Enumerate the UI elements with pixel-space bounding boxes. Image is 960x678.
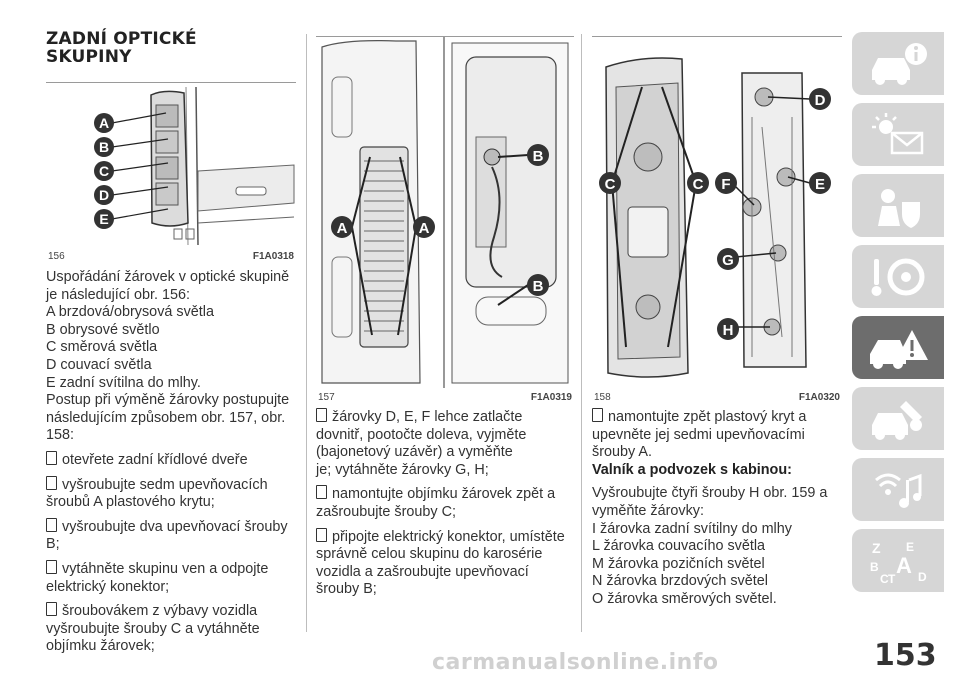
svg-text:Z: Z [872,540,881,556]
rear-door-illustration [316,37,574,388]
step-6-line-2: dovnitř, pootočte doleva, vyjměte [316,426,527,443]
callout-c-right [687,172,709,194]
figure-156 [46,83,296,262]
tab-safety[interactable] [852,174,944,237]
emergency-icon [866,324,930,372]
svg-text:D: D [814,92,826,109]
intro-line-1: Uspořádání žárovek v optické skupině [46,269,290,285]
svg-text:C: C [880,572,889,585]
callout-b [94,137,114,157]
figure-number: 157 [318,392,335,403]
step-6: žárovky D, E, F lehce zatlačte [316,408,574,427]
svg-text:T: T [888,572,896,585]
step-3: vyšroubujte dva upevňovací šrouby [46,518,296,537]
callout-e [809,172,831,194]
step-8-line-3: vozidla a zašroubujte upevňovací [316,563,529,580]
figure-number: 158 [594,392,611,403]
car-info-icon [866,40,930,88]
svg-text:D: D [918,570,927,584]
step-1: otevřete zadní křídlové dveře [46,451,296,470]
index-icon [866,537,930,585]
callout-d [809,88,831,110]
legend-d: D couvací světla [46,356,152,373]
procedure-line-2: následujícím způsobem obr. 157, obr. [46,409,286,426]
column-2-text [316,408,574,599]
svg-text:A: A [418,220,430,237]
figure-code: F1A0319 [530,392,572,403]
step-6-line-4: je; vytáhněte žárovky G, H; [316,461,489,478]
step-4: vytáhněte skupinu ven a odpojte [46,560,296,579]
legend-l: L žárovka couvacího světla [592,538,766,555]
svg-text:D: D [98,187,110,203]
figure-157 [316,37,574,403]
tail-light-illustration [46,83,296,247]
svg-text:B: B [532,278,544,295]
step-5-line-2: vyšroubujte šrouby C a vytáhněte [46,620,260,637]
step-9-line-3: šrouby A. [592,444,652,461]
svg-text:C: C [604,176,616,193]
step-7: namontujte objímku žárovek zpět a [316,485,574,504]
chapter-tabs [852,32,944,600]
step-4-line-2: elektrický konektor; [46,578,170,595]
tab-maintenance[interactable] [852,387,944,450]
legend-n: N žárovka brzdových světel [592,573,768,590]
callout-c-left [599,172,621,194]
step-8-line-4: šrouby B; [316,581,377,598]
svg-text:H: H [722,322,734,339]
callout-g [717,248,739,270]
safety-icon [866,182,930,230]
title-line-1: ZADNÍ OPTICKÉ [46,29,197,49]
legend-b: B obrysové světlo [46,321,160,338]
step-7-line-2: zašroubujte šrouby C; [316,503,456,520]
watermark: carmanualsonline.info [432,650,719,675]
tab-warning-lights[interactable] [852,103,944,166]
subheading: Valník a podvozek s kabinou: [592,461,792,478]
step-9-line-2: upevněte jej sedmi upevňovacími [592,426,805,443]
legend-o: O žárovka směrových světel. [592,590,777,607]
tab-multimedia[interactable] [852,458,944,521]
callout-d [94,185,114,205]
svg-text:E: E [99,211,109,227]
figure-code: F1A0320 [798,392,840,403]
legend-m: M žárovka pozičních světel [592,555,765,572]
procedure-line-3: 158: [46,427,75,444]
column-3-text [592,408,842,609]
steering-wheel-icon [866,253,930,301]
svg-text:A: A [98,115,110,131]
callout-a [94,113,114,133]
svg-text:G: G [722,252,734,269]
step-5: šroubovákem z výbavy vozidla [46,602,296,621]
figure-code: F1A0318 [252,251,294,262]
step-8: připojte elektrický konektor, umístěte [316,528,574,547]
column-separator-1 [306,34,307,632]
svg-text:E: E [906,540,915,554]
column-1-text [46,269,296,656]
procedure-line-1: Postup při výměně žárovky postupujte [46,392,290,409]
legend-i: I žárovka zadní svítilny do mlhy [592,520,792,537]
legend-e: E zadní svítilna do mlhy. [46,374,201,391]
warning-lights-icon [866,111,930,159]
figure-158 [592,37,842,403]
svg-text:B: B [532,148,544,165]
step-2-line-2: šroubů A plastového krytu; [46,494,215,511]
callout-a-left [331,216,353,238]
step-3-line-2: B; [46,536,60,553]
callout-b-top [527,144,549,166]
svg-text:A: A [336,220,348,237]
svg-text:F: F [721,176,731,193]
multimedia-icon [866,466,930,514]
tab-car-info[interactable] [852,32,944,95]
column-1 [46,0,296,656]
svg-text:B: B [98,139,110,155]
column-3 [592,0,842,609]
page-number: 153 [874,638,937,673]
column-2 [316,0,574,599]
tab-steering[interactable] [852,245,944,308]
callout-h [717,318,739,340]
title-line-2: SKUPINY [46,47,132,67]
callout-b-bottom [527,274,549,296]
svg-text:A: A [896,553,912,578]
callout-c [94,161,114,181]
column-separator-2 [581,34,582,632]
svg-text:C: C [692,176,704,193]
step-8-line-2: správně celou skupinu do karosérie [316,546,543,563]
tab-index[interactable] [852,529,944,592]
para-line-2: vyměňte žárovky: [592,502,704,519]
figure-number: 156 [48,251,65,262]
section-title [46,30,296,66]
svg-text:B: B [870,560,879,574]
legend-a: A brzdová/obrysová světla [46,304,214,321]
para-line-1: Vyšroubujte čtyři šrouby H obr. 159 a [592,485,828,502]
step-2: vyšroubujte sedm upevňovacích [46,476,296,495]
step-9: namontujte zpět plastový kryt a [592,408,842,427]
step-6-line-3: (bajonetový uzávěr) a vyměňte [316,444,513,461]
tab-emergency[interactable] [852,316,944,379]
maintenance-icon [866,395,930,443]
svg-text:C: C [98,163,110,179]
bulb-holder-illustration [592,37,842,388]
step-5-line-3: objímku žárovek; [46,638,155,655]
callout-e [94,209,114,229]
intro-line-2: je následující obr. 156: [46,286,191,303]
svg-text:E: E [814,176,826,193]
callout-f [715,172,737,194]
callout-a-right [413,216,435,238]
legend-c: C směrová světla [46,339,158,356]
